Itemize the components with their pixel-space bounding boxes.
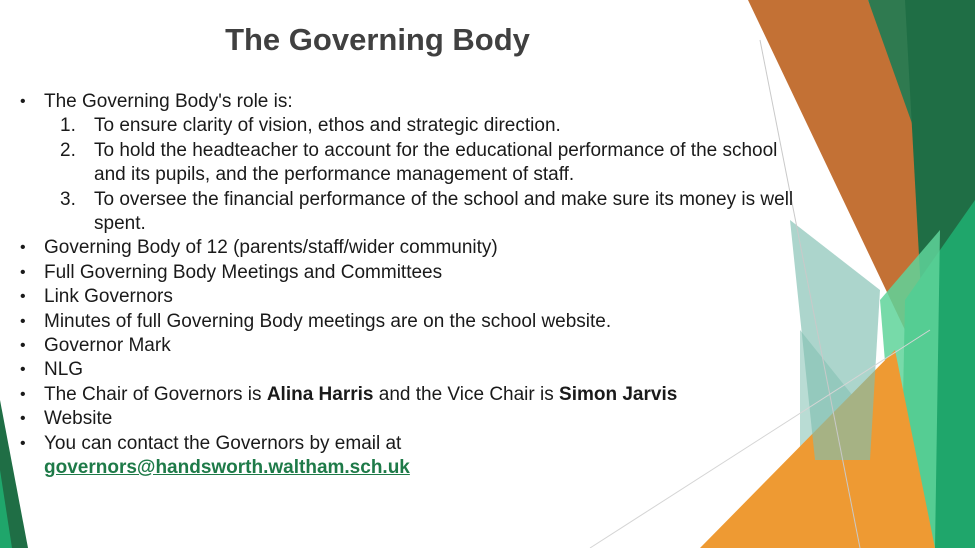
bullet-item-role [20,90,810,236]
chair-name: Alina Harris [266,383,374,405]
bullet-item-website [20,407,810,431]
role-item-3 [44,188,810,237]
bullet-list [20,90,810,481]
role-number: 2. [60,139,76,161]
chair-middle-text: and the Vice Chair is [378,383,554,405]
bullet-icon: • [20,337,26,355]
bullet-text: Full Governing Body Meetings and Committees [44,261,443,283]
bullet-text: Minutes of full Governing Body meetings are on the school website. [44,310,612,332]
role-number: 1. [60,115,76,137]
role-intro-text: The Governing Body's role is: [44,91,293,112]
slide-title: The Governing Body [225,22,530,57]
bullet-icon: • [20,312,26,330]
bullet-icon: • [20,93,26,110]
bullet-item-size [20,236,810,260]
role-text: To oversee the financial performance of the school and make sure its money is well spent. [94,188,794,235]
role-item-2 [44,139,810,188]
bullet-icon: • [20,288,26,306]
bullet-icon: • [20,263,26,281]
bullet-icon: • [20,361,26,379]
vice-chair-name: Simon Jarvis [559,383,678,405]
bullet-icon: • [20,434,26,452]
bullet-text: Governing Body of 12 (parents/staff/wider community) [44,237,498,259]
bullet-item-contact [20,432,810,481]
bullet-icon: • [20,410,26,428]
bullet-item-governor-mark [20,334,810,358]
slide-content [20,90,810,481]
bullet-item-link-governors [20,285,810,309]
role-number: 3. [60,188,76,210]
chair-prefix-text: The Chair of Governors is [44,383,262,405]
bullet-text: Website [44,408,113,430]
bullet-item-chair [20,383,810,407]
bullet-text: NLG [44,359,84,381]
role-text: To ensure clarity of vision, ethos and strategic direction. [94,115,561,137]
roles-list [44,114,810,236]
bullet-icon: • [20,385,26,403]
bullet-text: Governor Mark [44,335,171,357]
bullet-text: Link Governors [44,286,173,308]
bullet-item-minutes [20,310,810,334]
bullet-icon: • [20,239,26,257]
bullet-item-nlg [20,358,810,382]
contact-email-link[interactable]: governors@handsworth.waltham.sch.uk [44,457,410,479]
bullet-item-meetings [20,261,810,285]
contact-text: You can contact the Governors by email at [44,432,402,454]
role-item-1 [44,114,810,138]
role-text: To hold the headteacher to account for the educational performance of the school and its pupils, and the performance management of staff. [94,139,778,186]
